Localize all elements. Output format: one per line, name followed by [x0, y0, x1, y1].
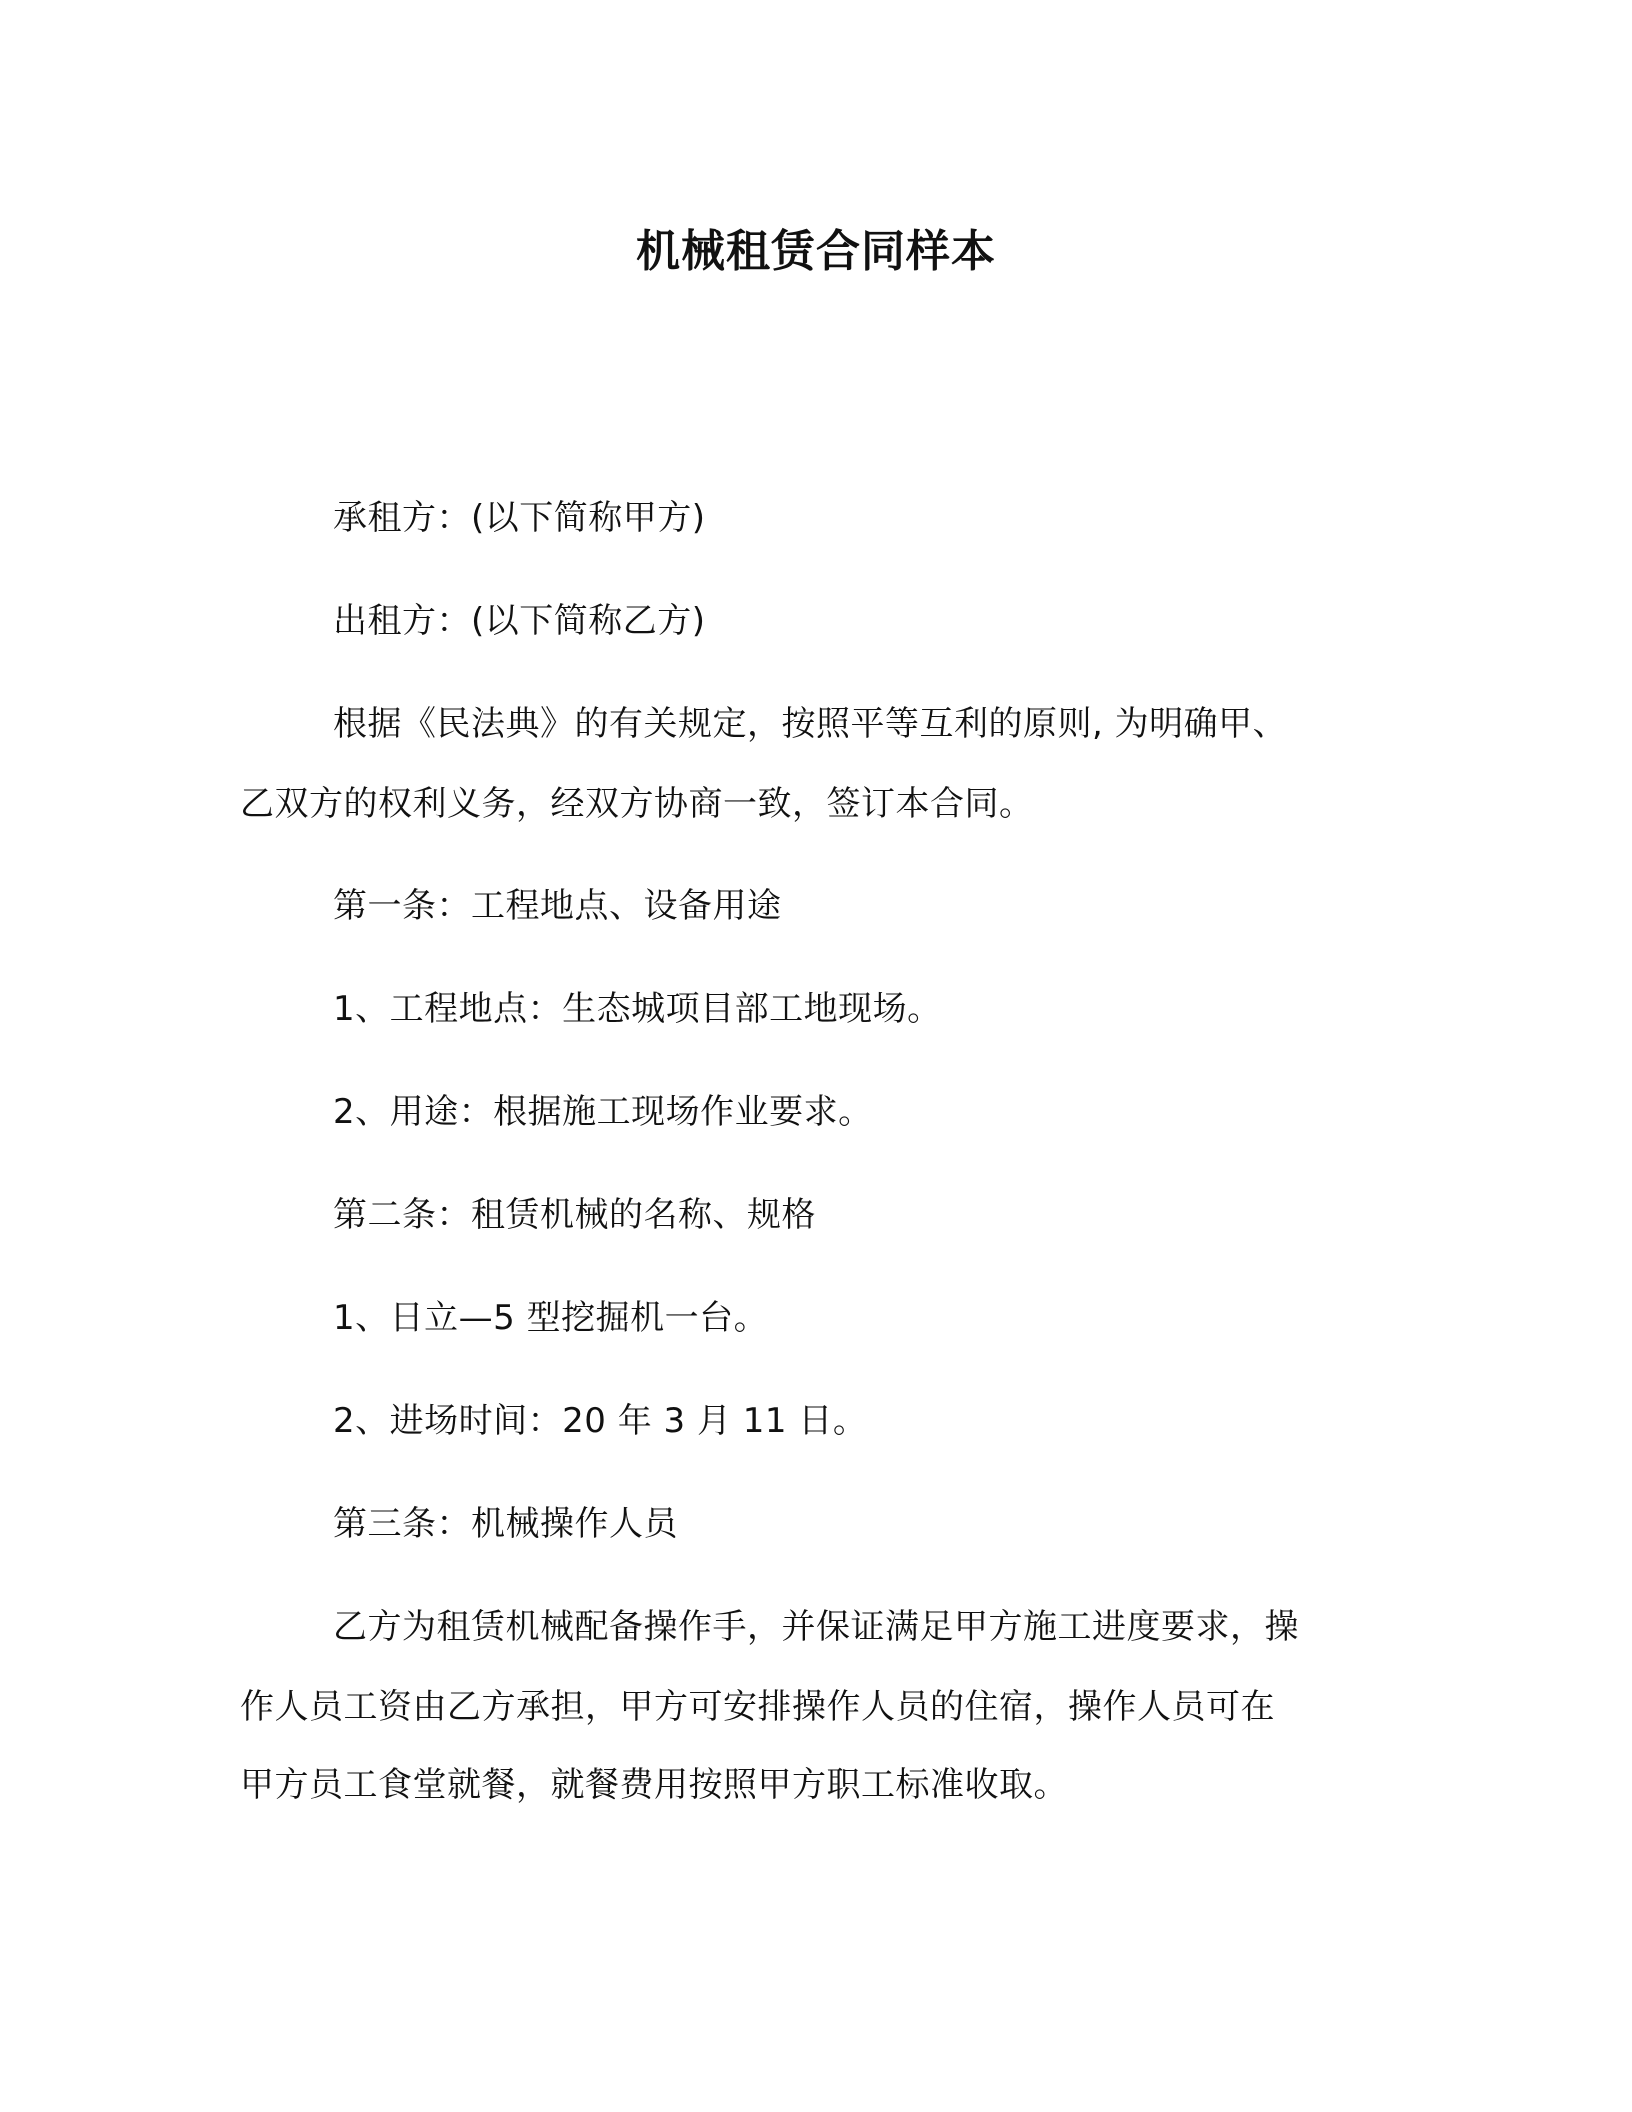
article-3-body-line-2: 作人员工资由乙方承担，甲方可安排操作人员的住宿，操作人员可在 [240, 1687, 1275, 1727]
lessee-line: 承租方：(以下简称甲方) [333, 498, 706, 538]
article-3-heading: 第三条：机械操作人员 [333, 1504, 678, 1544]
article-1-heading: 第一条：工程地点、设备用途 [333, 886, 782, 926]
article-2-item-1: 1、日立—5 型挖掘机一台。 [333, 1298, 769, 1338]
preamble-line-2: 乙双方的权利义务，经双方协商一致，签订本合同。 [240, 784, 1034, 824]
preamble-line-1: 根据《民法典》的有关规定，按照平等互利的原则, 为明确甲、 [333, 704, 1288, 744]
article-3-body-line-1: 乙方为租赁机械配备操作手，并保证满足甲方施工进度要求，操 [333, 1607, 1299, 1647]
document-title: 机械租赁合同样本 [636, 226, 996, 277]
lessor-line: 出租方：(以下简称乙方) [333, 601, 706, 641]
article-1-item-2: 2、用途：根据施工现场作业要求。 [333, 1092, 873, 1132]
article-3-body-line-3: 甲方员工食堂就餐，就餐费用按照甲方职工标准收取。 [240, 1765, 1068, 1805]
article-2-item-2: 2、进场时间：20 年 3 月 11 日。 [333, 1401, 868, 1441]
article-2-heading: 第二条：租赁机械的名称、规格 [333, 1195, 816, 1235]
article-1-item-1: 1、工程地点：生态城项目部工地现场。 [333, 989, 942, 1029]
